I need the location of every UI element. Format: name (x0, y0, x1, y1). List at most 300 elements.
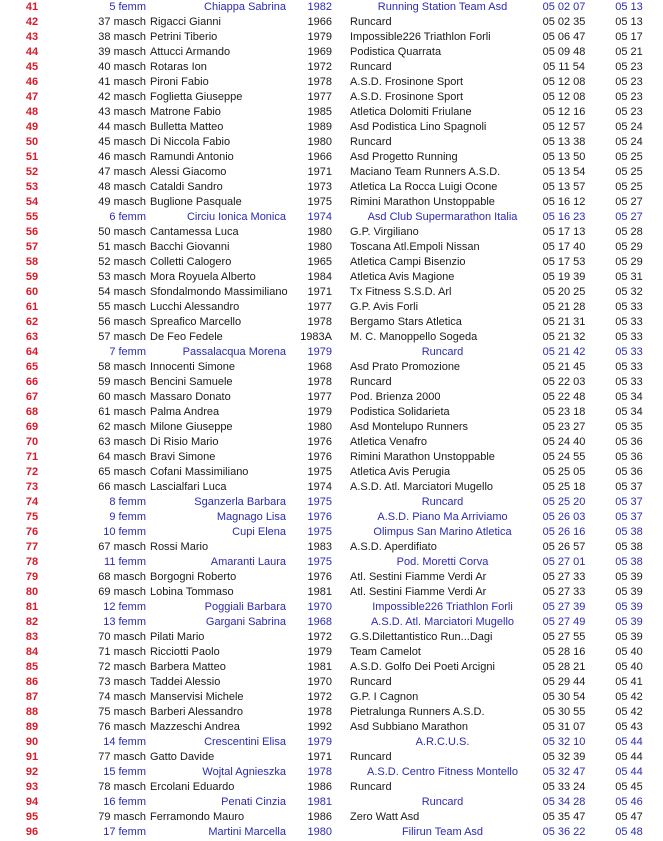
athlete-name-cell: Chiappa Sabrina (204, 1, 286, 13)
birth-year-cell: 1977 (307, 391, 332, 403)
finish-time-cell: 05 11 54 (542, 61, 585, 73)
gender-rank-cell: 13 femm (103, 616, 146, 628)
position-cell: 85 (25, 661, 39, 673)
athlete-name-cell: Bencini Samuele (150, 376, 233, 388)
athlete-name-cell: Matrone Fabio (150, 106, 221, 118)
gender-rank-cell: 70 masch (98, 631, 146, 643)
position-cell: 62 (25, 316, 39, 328)
athlete-name-cell: Lucchi Alessandro (150, 301, 240, 313)
table-row-male (0, 255, 663, 270)
table-row-female (0, 495, 663, 510)
finish-time-cell: 05 28 16 (542, 646, 586, 658)
gender-rank-cell: 66 masch (98, 481, 146, 493)
finish-time-cell: 05 28 21 (542, 661, 586, 673)
athlete-name-cell: Crescentini Elisa (204, 736, 286, 748)
club-cell: Asd Podistica Lino Spagnoli (350, 121, 487, 133)
position-cell: 59 (25, 271, 39, 283)
athlete-name-cell: Manservisi Michele (150, 691, 244, 703)
gender-rank-cell: 55 masch (98, 301, 146, 313)
finish-time-cell: 05 26 57 (542, 541, 586, 553)
position-cell: 88 (25, 706, 39, 718)
athlete-name-cell: Cantamessa Luca (150, 226, 239, 238)
club-cell: G.P. I Cagnon (350, 691, 419, 703)
gender-rank-cell: 15 femm (103, 766, 146, 778)
table-row-female (0, 795, 663, 810)
table-row-male (0, 465, 663, 480)
club-cell: M. C. Manoppello Sogeda (350, 331, 478, 343)
table-row-male (0, 810, 663, 825)
finish-time-cell: 05 21 42 (542, 346, 586, 358)
finish-time-cell: 05 27 33 (542, 571, 586, 583)
athlete-name-cell: Pilati Mario (150, 631, 205, 643)
finish-time-cell: 05 26 03 (542, 511, 586, 523)
club-cell: Zero Watt Asd (350, 811, 420, 823)
athlete-name-cell: Attucci Armando (150, 46, 231, 58)
gender-rank-cell: 52 masch (98, 256, 146, 268)
birth-year-cell: 1976 (307, 511, 332, 523)
table-row-male (0, 165, 663, 180)
finish-time-cell: 05 25 20 (542, 496, 586, 508)
birth-year-cell: 1975 (307, 496, 332, 508)
table-row-male (0, 360, 663, 375)
athlete-name-cell: Penati Cinzia (221, 796, 286, 808)
finish-time-cell: 05 30 55 (542, 706, 586, 718)
gender-rank-cell: 39 masch (98, 46, 146, 58)
club-cell: Asd Montelupo Runners (350, 421, 469, 433)
table-row-male (0, 90, 663, 105)
table-row-male (0, 690, 663, 705)
club-cell: Atl. Sestini Fiamme Verdi Ar (350, 586, 487, 598)
finish-time-cell: 05 13 57 (542, 181, 586, 193)
table-row-male (0, 285, 663, 300)
gender-rank-cell: 48 masch (98, 181, 146, 193)
club-cell: Asd Subbiano Marathon (350, 721, 469, 733)
gender-rank-cell: 9 femm (109, 511, 146, 523)
club-cell: Runcard (350, 16, 392, 28)
athlete-name-cell: Milone Giuseppe (150, 421, 233, 433)
pace-cell: 05 33 (615, 346, 643, 358)
table-row-male (0, 270, 663, 285)
birth-year-cell: 1968 (307, 616, 332, 628)
table-row-male (0, 195, 663, 210)
gender-rank-cell: 77 masch (98, 751, 146, 763)
gender-rank-cell: 57 masch (98, 331, 146, 343)
birth-year-cell: 1981 (307, 661, 332, 673)
club-cell: G.S.Dilettantistico Run...Dagi (350, 631, 493, 643)
table-row-male (0, 240, 663, 255)
athlete-name-cell: Rossi Mario (150, 541, 209, 553)
pace-cell: 05 38 (615, 556, 643, 568)
table-row-male (0, 180, 663, 195)
gender-rank-cell: 42 masch (98, 91, 146, 103)
athlete-name-cell: Circiu Ionica Monica (186, 211, 286, 223)
finish-time-cell: 05 17 53 (542, 256, 586, 268)
finish-time-cell: 05 21 31 (542, 316, 586, 328)
finish-time-cell: 05 21 32 (542, 331, 586, 343)
gender-rank-cell: 62 masch (98, 421, 146, 433)
athlete-name-cell: Spreafico Marcello (150, 316, 242, 328)
gender-rank-cell: 75 masch (98, 706, 146, 718)
birth-year-cell: 1965 (307, 256, 332, 268)
table-row-female (0, 0, 663, 15)
position-cell: 61 (25, 301, 39, 313)
athlete-name-cell: Barbera Matteo (150, 661, 226, 673)
position-cell: 60 (25, 286, 39, 298)
birth-year-cell: 1976 (307, 436, 332, 448)
position-cell: 83 (25, 631, 39, 643)
position-cell: 78 (25, 556, 39, 568)
club-cell: A.S.D. Piano Ma Arriviamo (377, 511, 508, 523)
finish-time-cell: 05 29 44 (542, 676, 586, 688)
position-cell: 50 (25, 136, 39, 148)
club-cell: Atletica Avis Perugia (350, 466, 451, 478)
position-cell: 93 (25, 781, 39, 793)
club-cell: A.R.C.U.S. (415, 736, 470, 748)
gender-rank-cell: 63 masch (98, 436, 146, 448)
position-cell: 66 (25, 376, 39, 388)
athlete-name-cell: Alessi Giacomo (150, 166, 227, 178)
position-cell: 74 (25, 496, 39, 508)
birth-year-cell: 1979 (307, 406, 332, 418)
athlete-name-cell: Lascialfari Luca (150, 481, 227, 493)
finish-time-cell: 05 13 54 (542, 166, 586, 178)
birth-year-cell: 1982 (307, 1, 332, 13)
position-cell: 91 (25, 751, 39, 763)
gender-rank-cell: 14 femm (103, 736, 146, 748)
gender-rank-cell: 8 femm (109, 496, 146, 508)
athlete-name-cell: Rigacci Gianni (150, 16, 221, 28)
finish-time-cell: 05 33 24 (542, 781, 586, 793)
athlete-name-cell: Buglione Pasquale (150, 196, 242, 208)
pace-cell: 05 37 (615, 496, 643, 508)
gender-rank-cell: 38 masch (98, 31, 146, 43)
gender-rank-cell: 72 masch (98, 661, 146, 673)
table-row-female (0, 210, 663, 225)
gender-rank-cell: 7 femm (109, 346, 146, 358)
birth-year-cell: 1984 (307, 271, 332, 283)
position-cell: 51 (25, 151, 39, 163)
gender-rank-cell: 71 masch (98, 646, 146, 658)
club-cell: Maciano Team Runners A.S.D. (350, 166, 501, 178)
gender-rank-cell: 44 masch (98, 121, 146, 133)
club-cell: Pod. Moretti Corva (396, 556, 489, 568)
pace-cell: 05 44 (615, 736, 643, 748)
athlete-name-cell: Ercolani Eduardo (150, 781, 235, 793)
birth-year-cell: 1980 (307, 421, 332, 433)
club-cell: A.S.D. Aperdifiato (350, 541, 437, 553)
athlete-name-cell: Sfondalmondo Massimiliano (150, 286, 288, 298)
position-cell: 53 (25, 181, 39, 193)
pace-cell: 05 29 (615, 241, 643, 253)
birth-year-cell: 1979 (307, 736, 332, 748)
finish-time-cell: 05 17 13 (542, 226, 586, 238)
table-row-female (0, 615, 663, 630)
birth-year-cell: 1978 (307, 316, 332, 328)
club-cell: Running Station Team Asd (377, 1, 508, 13)
athlete-name-cell: Ricciotti Paolo (150, 646, 220, 658)
club-cell: Asd Progetto Running (350, 151, 458, 163)
finish-time-cell: 05 32 39 (542, 751, 586, 763)
athlete-name-cell: Di Risio Mario (150, 436, 219, 448)
pace-cell: 05 40 (615, 646, 643, 658)
birth-year-cell: 1976 (307, 571, 332, 583)
club-cell: Bergamo Stars Atletica (350, 316, 462, 328)
gender-rank-cell: 73 masch (98, 676, 146, 688)
finish-time-cell: 05 27 49 (542, 616, 586, 628)
birth-year-cell: 1978 (307, 766, 332, 778)
position-cell: 73 (25, 481, 39, 493)
gender-rank-cell: 6 femm (109, 211, 146, 223)
position-cell: 87 (25, 691, 39, 703)
club-cell: Pietralunga Runners A.S.D. (350, 706, 485, 718)
club-cell: A.S.D. Centro Fitness Montello (366, 766, 518, 778)
birth-year-cell: 1972 (307, 631, 332, 643)
pace-cell: 05 35 (615, 421, 643, 433)
club-cell: A.S.D. Frosinone Sport (350, 76, 464, 88)
birth-year-cell: 1986 (307, 811, 332, 823)
athlete-name-cell: Martini Marcella (208, 826, 286, 838)
table-row-male (0, 780, 663, 795)
pace-cell: 05 44 (615, 751, 643, 763)
position-cell: 81 (25, 601, 39, 613)
position-cell: 67 (25, 391, 39, 403)
table-row-female (0, 735, 663, 750)
finish-time-cell: 05 23 27 (542, 421, 586, 433)
pace-cell: 05 33 (615, 316, 643, 328)
pace-cell: 05 25 (615, 151, 643, 163)
club-cell: Olimpus San Marino Atletica (373, 526, 512, 538)
birth-year-cell: 1974 (307, 211, 332, 223)
pace-cell: 05 40 (615, 661, 643, 673)
gender-rank-cell: 58 masch (98, 361, 146, 373)
club-cell: Podistica Quarrata (350, 46, 442, 58)
birth-year-cell: 1980 (307, 241, 332, 253)
pace-cell: 05 13 (615, 16, 643, 28)
pace-cell: 05 36 (615, 436, 643, 448)
birth-year-cell: 1974 (307, 481, 332, 493)
table-row-male (0, 225, 663, 240)
birth-year-cell: 1971 (307, 751, 332, 763)
table-row-male (0, 675, 663, 690)
finish-time-cell: 05 19 39 (542, 271, 586, 283)
pace-cell: 05 23 (615, 91, 643, 103)
table-row-male (0, 540, 663, 555)
club-cell: Runcard (350, 136, 392, 148)
position-cell: 90 (25, 736, 39, 748)
pace-cell: 05 23 (615, 76, 643, 88)
athlete-name-cell: Di Niccola Fabio (150, 136, 231, 148)
club-cell: A.S.D. Atl. Marciatori Mugello (350, 481, 494, 493)
birth-year-cell: 1969 (307, 46, 332, 58)
club-cell: Atl. Sestini Fiamme Verdi Ar (350, 571, 487, 583)
athlete-name-cell: Foglietta Giuseppe (150, 91, 243, 103)
gender-rank-cell: 47 masch (98, 166, 146, 178)
gender-rank-cell: 61 masch (98, 406, 146, 418)
gender-rank-cell: 41 masch (98, 76, 146, 88)
pace-cell: 05 39 (615, 616, 643, 628)
pace-cell: 05 34 (615, 391, 643, 403)
table-row-male (0, 15, 663, 30)
pace-cell: 05 38 (615, 526, 643, 538)
gender-rank-cell: 43 masch (98, 106, 146, 118)
table-row-male (0, 60, 663, 75)
gender-rank-cell: 11 femm (104, 556, 146, 568)
birth-year-cell: 1977 (307, 301, 332, 313)
table-row-male (0, 405, 663, 420)
pace-cell: 05 36 (615, 466, 643, 478)
pace-cell: 05 39 (615, 631, 643, 643)
athlete-name-cell: Gargani Sabrina (205, 616, 286, 628)
pace-cell: 05 33 (615, 361, 643, 373)
birth-year-cell: 1983 (307, 541, 332, 553)
finish-time-cell: 05 31 07 (542, 721, 586, 733)
position-cell: 96 (25, 826, 39, 838)
pace-cell: 05 37 (615, 481, 643, 493)
position-cell: 48 (25, 106, 39, 118)
athlete-name-cell: Colletti Calogero (150, 256, 232, 268)
birth-year-cell: 1980 (307, 226, 332, 238)
gender-rank-cell: 10 femm (103, 526, 146, 538)
finish-time-cell: 05 16 23 (542, 211, 586, 223)
birth-year-cell: 1992 (307, 721, 332, 733)
table-row-female (0, 555, 663, 570)
finish-time-cell: 05 25 18 (542, 481, 586, 493)
table-row-male (0, 450, 663, 465)
athlete-name-cell: Lobina Tommaso (150, 586, 234, 598)
birth-year-cell: 1973 (307, 181, 332, 193)
pace-cell: 05 37 (615, 511, 643, 523)
club-cell: G.P. Avis Forli (350, 301, 419, 313)
pace-cell: 05 13 (615, 1, 643, 13)
athlete-name-cell: Passalacqua Morena (182, 346, 286, 358)
finish-time-cell: 05 21 45 (542, 361, 586, 373)
pace-cell: 05 29 (615, 256, 643, 268)
birth-year-cell: 1977 (307, 91, 332, 103)
finish-time-cell: 05 35 47 (542, 811, 586, 823)
gender-rank-cell: 12 femm (103, 601, 146, 613)
birth-year-cell: 1978 (307, 376, 332, 388)
gender-rank-cell: 45 masch (98, 136, 146, 148)
athlete-name-cell: Borgogni Roberto (150, 571, 237, 583)
position-cell: 47 (25, 91, 39, 103)
gender-rank-cell: 68 masch (98, 571, 146, 583)
finish-time-cell: 05 22 03 (542, 376, 586, 388)
club-cell: Pod. Brienza 2000 (350, 391, 441, 403)
position-cell: 94 (25, 796, 39, 808)
athlete-name-cell: Gatto Davide (150, 751, 215, 763)
position-cell: 52 (25, 166, 39, 178)
gender-rank-cell: 67 masch (98, 541, 146, 553)
finish-time-cell: 05 27 55 (542, 631, 586, 643)
club-cell: Team Camelot (350, 646, 421, 658)
pace-cell: 05 32 (615, 286, 643, 298)
finish-time-cell: 05 34 28 (542, 796, 586, 808)
position-cell: 43 (25, 31, 39, 43)
finish-time-cell: 05 16 12 (542, 196, 586, 208)
birth-year-cell: 1979 (307, 346, 332, 358)
club-cell: Rimini Marathon Unstoppable (350, 196, 495, 208)
gender-rank-cell: 56 masch (98, 316, 146, 328)
table-row-male (0, 420, 663, 435)
position-cell: 89 (25, 721, 39, 733)
position-cell: 49 (25, 121, 39, 133)
athlete-name-cell: Innocenti Simone (150, 361, 235, 373)
club-cell: Atletica Campi Bisenzio (350, 256, 466, 268)
birth-year-cell: 1970 (307, 601, 332, 613)
athlete-name-cell: Ramundi Antonio (150, 151, 234, 163)
gender-rank-cell: 50 masch (98, 226, 146, 238)
finish-time-cell: 05 26 16 (542, 526, 586, 538)
club-cell: Tx Fitness S.S.D. Arl (350, 286, 452, 298)
position-cell: 41 (25, 1, 39, 13)
table-row-female (0, 345, 663, 360)
gender-rank-cell: 74 masch (98, 691, 146, 703)
finish-time-cell: 05 32 10 (542, 736, 586, 748)
pace-cell: 05 46 (615, 796, 643, 808)
finish-time-cell: 05 24 40 (542, 436, 586, 448)
athlete-name-cell: Taddei Alessio (150, 676, 221, 688)
position-cell: 70 (25, 436, 39, 448)
birth-year-cell: 1968 (307, 361, 332, 373)
finish-time-cell: 05 24 55 (542, 451, 586, 463)
table-row-male (0, 750, 663, 765)
table-row-male (0, 720, 663, 735)
pace-cell: 05 27 (615, 211, 643, 223)
pace-cell: 05 45 (615, 781, 643, 793)
finish-time-cell: 05 02 35 (542, 16, 586, 28)
position-cell: 71 (25, 451, 39, 463)
birth-year-cell: 1985 (307, 106, 332, 118)
athlete-name-cell: Palma Andrea (150, 406, 220, 418)
birth-year-cell: 1986 (307, 781, 332, 793)
position-cell: 42 (25, 16, 39, 28)
gender-rank-cell: 51 masch (98, 241, 146, 253)
gender-rank-cell: 59 masch (98, 376, 146, 388)
birth-year-cell: 1970 (307, 676, 332, 688)
table-row-female (0, 510, 663, 525)
pace-cell: 05 25 (615, 166, 643, 178)
birth-year-cell: 1975 (307, 466, 332, 478)
athlete-name-cell: Mora Royuela Alberto (150, 271, 256, 283)
club-cell: Runcard (421, 796, 464, 808)
athlete-name-cell: Bulletta Matteo (150, 121, 224, 133)
pace-cell: 05 44 (615, 766, 643, 778)
table-row-male (0, 105, 663, 120)
position-cell: 63 (25, 331, 39, 343)
table-row-male (0, 330, 663, 345)
club-cell: A.S.D. Golfo Dei Poeti Arcigni (350, 661, 495, 673)
pace-cell: 05 21 (615, 46, 643, 58)
table-row-female (0, 825, 663, 840)
club-cell: A.S.D. Atl. Marciatori Mugello (370, 616, 515, 628)
position-cell: 77 (25, 541, 39, 553)
finish-time-cell: 05 27 33 (542, 586, 586, 598)
athlete-name-cell: Cataldi Sandro (150, 181, 223, 193)
pace-cell: 05 42 (615, 706, 643, 718)
athlete-name-cell: Ferramondo Mauro (150, 811, 245, 823)
pace-cell: 05 23 (615, 61, 643, 73)
birth-year-cell: 1979 (307, 31, 332, 43)
table-row-male (0, 315, 663, 330)
pace-cell: 05 27 (615, 196, 643, 208)
pace-cell: 05 39 (615, 586, 643, 598)
birth-year-cell: 1966 (307, 16, 332, 28)
gender-rank-cell: 65 masch (98, 466, 146, 478)
table-row-female (0, 765, 663, 780)
gender-rank-cell: 76 masch (98, 721, 146, 733)
position-cell: 64 (25, 346, 39, 358)
birth-year-cell: 1975 (307, 196, 332, 208)
